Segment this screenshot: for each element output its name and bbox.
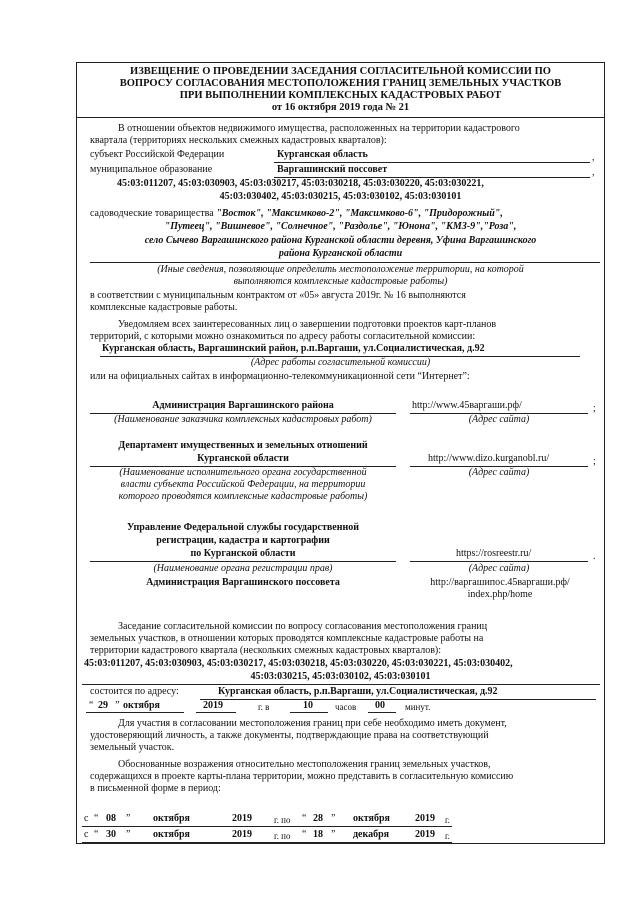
org-rosreestr-site-tail: . [593,551,596,562]
org-settlement-site-2[interactable]: index.php/home [467,589,533,600]
subject-underline [274,162,590,163]
org-rosreestr-site-underline [410,561,588,562]
org-executive-site[interactable]: http://www.dizo.kurganobl.ru/ [428,453,550,464]
meeting-quarters-1: 45:03:011207, 45:03:030903, 45:03:030217, 45:03:030218, 45:03:030220, 45:03:030221, 45:03:030402, [84,658,513,669]
title-divider [76,117,605,118]
period-2-close-quote-2: ” [331,829,336,840]
org-executive-caption-3: которого проводятся комплексные кадастровые работы) [118,491,368,502]
org-customer-site-caption: (Адрес сайта) [468,414,530,425]
meeting-quarters-underline [82,684,600,685]
period-2-year-to: 2019 [415,829,435,840]
meeting-address-label: состоится по адресу: [90,686,179,697]
participation-line-1: Для участия в согласовании местоположения границ при себе необходимо иметь документ, [118,718,507,729]
meeting-date-gv: г. в [258,702,270,712]
period-1-s: с [84,813,89,824]
location-caption-1: (Иные сведения, позволяющие определить местоположение территории, на которой [157,264,524,275]
municipality-value: Варгашинский поссовет [277,164,388,175]
period-1-underline [82,826,452,827]
org-executive-name-2: Курганской области [197,453,289,464]
meeting-date-min-underline [368,712,396,713]
websites-intro: или на официальных сайтах в информационно-телекоммуникационной сети “Интернет”: [90,371,470,382]
location-names-1: "Восток", "Максимково-2", "Максимково-6", "Придорожный", [216,208,503,219]
org-rosreestr-underline [90,561,396,562]
objections-line-3: в письменной форме в период: [90,783,221,794]
org-customer-name: Администрация Варгашинского района [152,400,334,411]
period-1-open-quote: “ [94,813,99,824]
period-1-year-from: 2019 [232,813,252,824]
period-1-day-from: 08 [106,813,116,824]
contract-line-2: комплексные кадастровые работы. [90,302,238,313]
title-line-1: ИЗВЕЩЕНИЕ О ПРОВЕДЕНИИ ЗАСЕДАНИЯ СОГЛАСИТЕЛЬНОЙ КОМИССИИ ПО [130,66,551,77]
period-2-s: с [84,829,89,840]
meeting-address: Курганская область, р.п.Варгаши, ул.Социалистическая, д.92 [218,686,498,697]
location-underline [90,262,600,263]
intro-line-1: В отношении объектов недвижимого имущества, расположенных на территории кадастрового [118,123,520,134]
period-1-month-from: октября [153,813,190,824]
period-2-month-to: декабря [353,829,390,840]
org-customer-caption: (Наименование заказчика комплексных кадастровых работ) [114,414,372,425]
title-date-line: от 16 октября 2019 года № 21 [271,102,410,113]
org-rosreestr-site-caption: (Адрес сайта) [468,563,530,574]
period-1-close-quote: ” [126,813,131,824]
meeting-date-minutes-word: минут. [405,702,431,712]
subject-label: субъект Российской Федерации [90,149,225,160]
org-settlement-site-1[interactable]: http://варгашипос.45варгаши.рф/ [430,577,570,588]
commission-address-caption: (Адрес работы согласительной комиссии) [250,357,431,368]
meeting-quarters-2: 45:03:030215, 45:03:030102, 45:03:030101 [250,671,431,682]
intro-line-2: квартала (территориях нескольких смежных кадастровых кварталов): [90,135,387,146]
meeting-address-underline [200,699,596,700]
objections-line-1: Обоснованные возражения относительно местоположения границ земельных участков, [118,759,491,770]
org-rosreestr-name-1: Управление Федеральной службы государственной [127,522,359,533]
period-1-g: г. [445,815,450,825]
objections-line-2: содержащихся в проекте карты-плана территории, можно представить в согласительную комиссию [90,771,514,782]
period-2-g: г. [445,831,450,841]
period-2-day-to: 18 [313,829,323,840]
meeting-line-3: территории кадастрового квартала (нескольких смежных кадастровых кварталов): [90,645,442,656]
period-2-year-from: 2019 [232,829,252,840]
period-2-day-from: 30 [106,829,116,840]
org-rosreestr-caption: (Наименование органа регистрации прав) [153,563,333,574]
period-2-month-from: октября [153,829,190,840]
location-line-1 [90,208,503,220]
period-2-mid: г. по [274,831,291,841]
meeting-date-year: 2019 [203,700,223,711]
org-customer-site[interactable]: http://www.45варгаши.рф/ [412,400,522,411]
org-executive-caption-1: (Наименование исполнительного органа государственной [119,467,367,478]
period-1-day-to: 28 [313,813,323,824]
period-1-close-quote-2: ” [331,813,336,824]
meeting-date-minutes: 00 [375,700,385,711]
participation-line-2: удостоверяющий личность, а также документы, подтверждающие права на соответствующий [90,730,489,741]
org-rosreestr-name-2: регистрации, кадастра и картографии [156,535,330,546]
org-executive-site-caption: (Адрес сайта) [468,467,530,478]
title-line-2: ВОПРОСУ СОГЛАСОВАНИЯ МЕСТОПОЛОЖЕНИЯ ГРАНИЦ ЗЕМЕЛЬНЫХ УЧАСТКОВ [119,78,562,89]
org-executive-site-tail: ; [593,456,596,467]
quarters-line-1: 45:03:011207, 45:03:030903, 45:03:030217, 45:03:030218, 45:03:030220, 45:03:030221, [117,178,484,189]
location-caption-2: выполняются комплексные кадастровые работы) [233,276,448,287]
period-1-open-quote-2: “ [302,813,307,824]
period-2-open-quote: “ [94,829,99,840]
meeting-date-hour-underline [290,712,328,713]
location-line-2: "Путеец", "Вишневое", "Солнечное", "Раздолье", "Юнона", "КМЗ-9","Роза", [164,221,517,232]
period-1-year-to: 2019 [415,813,435,824]
meeting-date-day: 29 [98,700,108,711]
contract-line-1: в соответствии с муниципальным контрактом от «05» августа 2019г. № 16 выполняются [90,290,466,301]
meeting-date-open-quote: “ [88,700,94,711]
municipality-tail: , [592,167,595,178]
period-1-mid: г. по [274,815,291,825]
meeting-line-2: земельных участков, в отношении которых проводятся комплексные кадастровые работы на [90,633,484,644]
location-line-4: района Курганской области [278,248,403,259]
org-executive-name-1: Департамент имущественных и земельных отношений [118,440,368,451]
meeting-date-hour: 10 [303,700,313,711]
period-2-underline [82,842,452,843]
notice-line-1: Уведомляем всех заинтересованных лиц о завершении подготовки проектов карт-планов [118,319,497,330]
municipality-label: муниципальное образование [90,164,213,175]
meeting-line-1: Заседание согласительной комиссии по вопросу согласования местоположения границ [118,621,488,632]
period-2-open-quote-2: “ [302,829,307,840]
notice-line-2: территорий, с которыми можно ознакомиться по адресу работы согласительной комиссии: [90,331,476,342]
quarters-line-2: 45:03:030402, 45:03:030215, 45:03:030102, 45:03:030101 [219,191,462,202]
subject-tail: , [592,152,595,163]
subject-value: Курганская область [277,149,368,160]
period-1-month-to: октября [353,813,390,824]
org-executive-caption-2: власти субъекта Российской Федерации, на территории [120,479,366,490]
meeting-date-hours-word: часов [335,702,357,712]
meeting-date-month-underline [120,712,184,713]
org-settlement-name: Администрация Варгашинского поссовета [146,577,340,588]
meeting-date-month: октября [123,700,160,711]
org-rosreestr-name-3: по Курганской области [190,548,296,559]
meeting-date-year-underline [196,712,236,713]
participation-line-3: земельный участок. [90,742,175,753]
location-prefix: садоводческие товарищества [90,208,217,219]
org-customer-site-tail: ; [593,403,596,414]
org-rosreestr-site[interactable]: https://rosreestr.ru/ [456,548,532,559]
meeting-date-close-quote: ” [114,700,120,711]
title-line-3: ПРИ ВЫПОЛНЕНИИ КОМПЛЕКСНЫХ КАДАСТРОВЫХ РАБОТ [179,90,502,101]
period-2-close-quote: ” [126,829,131,840]
location-line-3: село Сычево Варгашинского района Курганской области деревня, Уфина Варгашинского [144,235,537,246]
commission-address: Курганская область, Варгашинский район, р.п.Варгаши, ул.Социалистическая, д.92 [102,343,485,354]
